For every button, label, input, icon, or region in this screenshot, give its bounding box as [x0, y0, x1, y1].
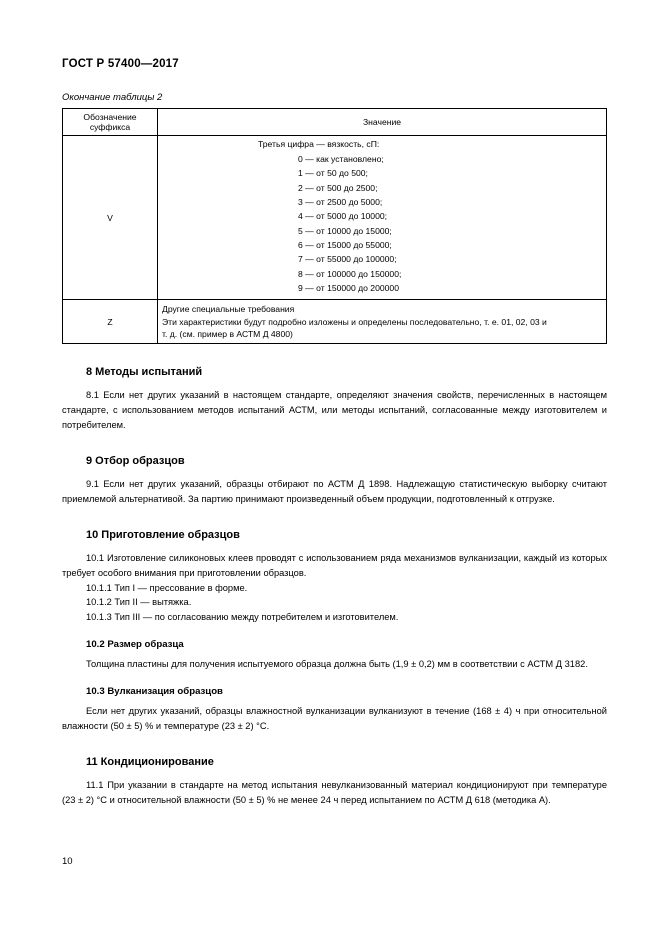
- table-caption: Окончание таблицы 2: [62, 92, 163, 103]
- section-heading-conditioning: 11 Кондиционирование: [86, 755, 214, 768]
- subsection-heading-10-3: 10.3 Вулканизация образцов: [86, 686, 223, 698]
- paragraph-10-2: Толщина пластины для получения испытуемого образца должна быть (1,9 ± 0,2) мм в соответствии с АСТМ Д 3182.: [86, 659, 588, 670]
- subsection-heading-10-2: 10.2 Размер образца: [86, 639, 184, 651]
- viscosity-list: [162, 153, 602, 295]
- table-head: [63, 109, 607, 136]
- section-heading-preparation: 10 Приготовление образцов: [86, 528, 240, 541]
- paragraph-10-1-3: 10.1.3 Тип III — по согласованию между потребителем и изготовителем.: [86, 612, 399, 623]
- paragraph-11-1: 11.1 При указании в стандарте на метод испытания невулканизованный материал кондиционируют при температуре (23 ± 2) °С и относительной влажности (50 ± 5) % не менее 24 ч перед испытанием по АСТМ Д 618 (методика А).: [62, 779, 607, 805]
- list-item: 0 — как установлено;: [298, 154, 384, 164]
- z-line-3: т. д. (см. пример в АСТМ Д 4800): [162, 329, 293, 340]
- table-header-row: [63, 109, 607, 136]
- section-heading-methods: 8 Методы испытаний: [86, 366, 203, 379]
- suffix-label-z: Z: [63, 300, 158, 344]
- page-content: [62, 92, 607, 810]
- column-header-value: Значение: [158, 109, 607, 136]
- suffix-value-z: [158, 300, 607, 344]
- paragraph-8-1: 8.1 Если нет других указаний в настоящем стандарте, определяют значения свойств, перечисленных в настоящем стандарте, с использованием методов испытаний АСТМ, или методы испытаний, согласованные между изготовителем и потребителем.: [62, 390, 607, 431]
- column-header-suffix: [63, 109, 158, 136]
- viscosity-lead-text: Третья цифра — вязкость, сП:: [258, 139, 380, 149]
- paragraph-10-1: 10.1 Изготовление силиконовых клеев проводят с использованием ряда механизмов вулканизации, каждый из которых требует особого внимания при приготовлении образцов.: [62, 552, 607, 578]
- page-number: 10: [62, 856, 73, 867]
- list-item: 7 — от 55000 до 100000;: [298, 254, 397, 265]
- z-line-1: Другие специальные требования: [162, 304, 295, 315]
- z-line-2: Эти характеристики будут подробно изложены и определены последовательно, т. е. 01, 02, 03 и: [162, 316, 547, 327]
- list-item: 3 — от 2500 до 5000;: [298, 196, 383, 207]
- suffix-designation-table: [62, 108, 607, 344]
- paragraph-10-3: Если нет других указаний, образцы влажностной вулканизации вулканизуют в течение (168 ± 4) ч при относительной влажности (50 ± 5) % и температуре (23 ± 2) °С.: [62, 706, 607, 731]
- paragraph-10-1-1: 10.1.1 Тип I — прессование в форме.: [86, 582, 248, 593]
- section-heading-sampling: 9 Отбор образцов: [86, 455, 185, 468]
- list-item: 4 — от 5000 до 10000;: [298, 211, 388, 222]
- list-item: 2 — от 500 до 2500;: [298, 182, 378, 193]
- table-body: [63, 136, 607, 344]
- suffix-label-v: V: [63, 136, 158, 300]
- list-item: 9 — от 150000 до 200000: [298, 282, 399, 293]
- table-row: [63, 136, 607, 300]
- list-item: 8 — от 100000 до 150000;: [298, 268, 402, 279]
- list-item: 6 — от 15000 до 55000;: [298, 239, 392, 250]
- list-item: 1 — от 50 до 500;: [298, 168, 368, 179]
- list-item: 5 — от 10000 до 15000;: [298, 225, 392, 236]
- column-header-suffix-line2: суффикса: [89, 122, 131, 132]
- paragraph-10-1-2: 10.1.2 Тип II — вытяжка.: [86, 597, 192, 608]
- suffix-value-v: [158, 136, 607, 300]
- paragraph-9-1: 9.1 Если нет других указаний, образцы отбирают по АСТМ Д 1898. Надлежащую статистическую выборку считают приемлемой альтернативой. За партию принимают произведенный объем продукции, подготовленный к отгрузке.: [62, 479, 607, 504]
- column-header-suffix-line1: Обозначение: [83, 112, 137, 122]
- page-header-title: ГОСТ Р 57400—2017: [62, 58, 179, 70]
- table-row: [63, 300, 607, 344]
